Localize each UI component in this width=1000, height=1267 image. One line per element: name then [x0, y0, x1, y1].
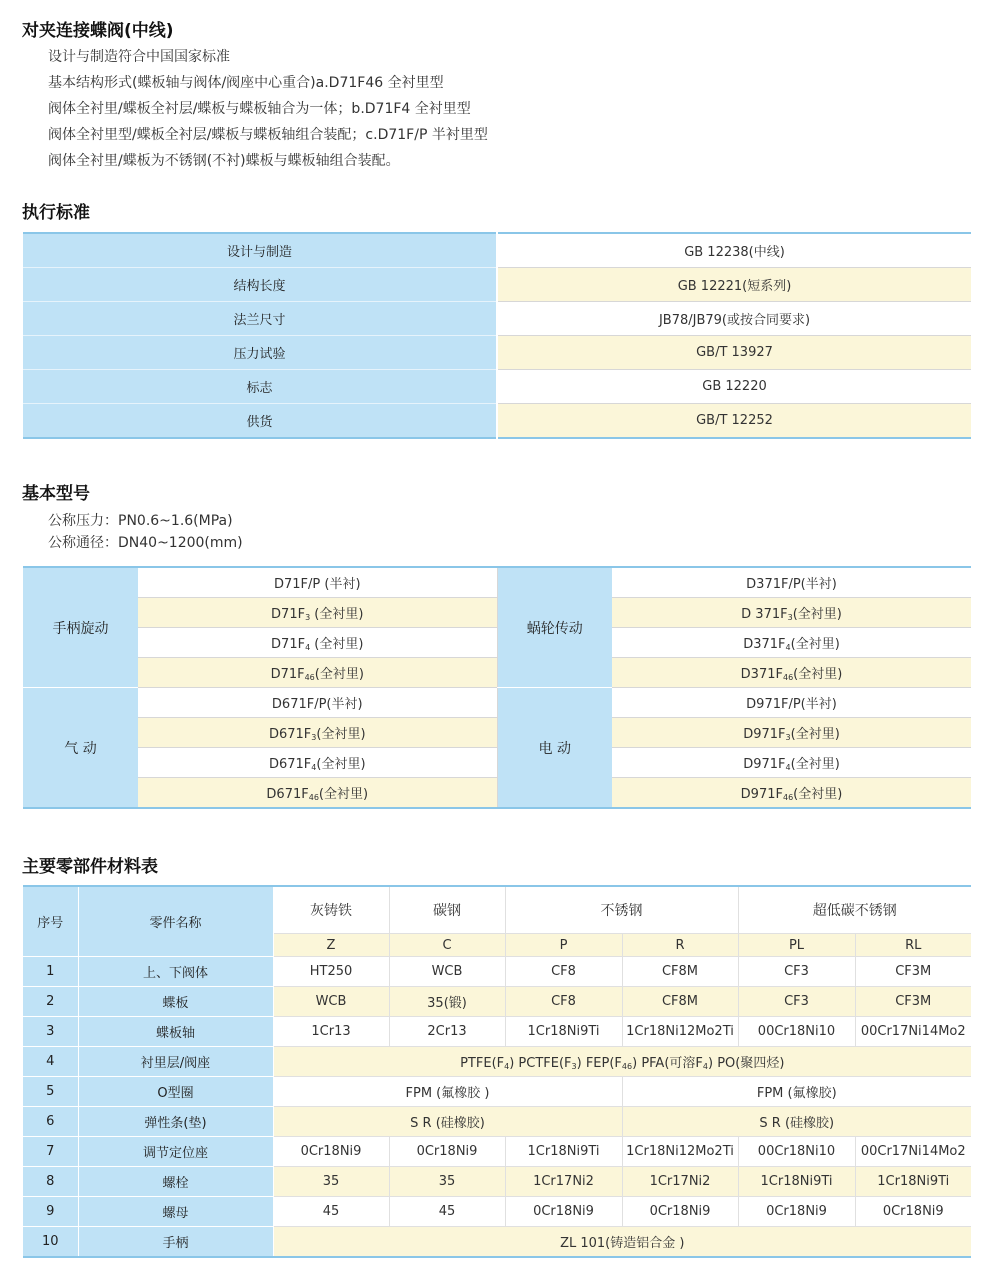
- table-row: [23, 370, 971, 404]
- table-row: [23, 1227, 971, 1258]
- material-cell: 1Cr13: [273, 1017, 389, 1047]
- model-cell: $D671F_4$(全衬里): [138, 748, 497, 778]
- table-row: [23, 1197, 971, 1227]
- material-cell: FPM (氟橡胶): [622, 1077, 971, 1107]
- material-cell: 1Cr18Ni9Ti: [505, 1017, 622, 1047]
- part-name: 上、下阀体: [78, 957, 273, 987]
- models-heading: 基本型号: [22, 484, 90, 504]
- material-code: RL: [855, 934, 971, 957]
- material-cell: 1Cr18Ni12Mo2Ti: [622, 1137, 738, 1167]
- model-cell: $D971F_4$(全衬里): [612, 748, 971, 778]
- material-header: 灰铸铁: [273, 886, 389, 934]
- material-cell: 00Cr17Ni14Mo2: [855, 1017, 971, 1047]
- material-cell: CF8M: [622, 987, 738, 1017]
- material-cell: 0Cr18Ni9: [622, 1197, 738, 1227]
- intro-line: 阀体全衬里/蝶板为不锈钢(不衬)蝶板与蝶板轴组合装配。: [48, 153, 400, 169]
- row-number: 6: [23, 1107, 78, 1137]
- material-cell: CF3M: [855, 957, 971, 987]
- material-cell: S R (硅橡胶): [273, 1107, 622, 1137]
- row-number: 10: [23, 1227, 78, 1258]
- table-row: [23, 688, 971, 718]
- table-row: [23, 987, 971, 1017]
- standard-label: 标志: [23, 370, 497, 404]
- row-number: 4: [23, 1047, 78, 1077]
- table-row: [23, 404, 971, 439]
- model-cell: $D371F_{46}$(全衬里): [612, 658, 971, 688]
- model-cell: $D71F_3$ (全衬里): [138, 598, 497, 628]
- part-name: 衬里层/阀座: [78, 1047, 273, 1077]
- intro-line: 设计与制造符合中国国家标准: [48, 49, 230, 65]
- material-cell: HT250: [273, 957, 389, 987]
- material-cell: CF8: [505, 987, 622, 1017]
- material-cell: CF3: [738, 957, 855, 987]
- material-cell: WCB: [273, 987, 389, 1017]
- part-name: 弹性条(垫): [78, 1107, 273, 1137]
- row-number: 8: [23, 1167, 78, 1197]
- material-code: PL: [738, 934, 855, 957]
- table-row: [23, 1137, 971, 1167]
- row-number: 5: [23, 1077, 78, 1107]
- row-number: 2: [23, 987, 78, 1017]
- material-cell: CF8: [505, 957, 622, 987]
- row-number: 3: [23, 1017, 78, 1047]
- row-number: 7: [23, 1137, 78, 1167]
- material-cell: S R (硅橡胶): [622, 1107, 971, 1137]
- material-cell: 1Cr17Ni2: [505, 1167, 622, 1197]
- col-header-no: 序号: [23, 886, 78, 957]
- material-cell: 45: [389, 1197, 505, 1227]
- material-header: 碳钢: [389, 886, 505, 934]
- table-row: [23, 1077, 971, 1107]
- model-cell: D971F/P(半衬): [612, 688, 971, 718]
- material-cell: FPM (氟橡胶 ): [273, 1077, 622, 1107]
- group-pneumatic: 气 动: [23, 688, 138, 809]
- standard-label: 供货: [23, 404, 497, 439]
- table-row: [23, 1017, 971, 1047]
- material-cell: 0Cr18Ni9: [855, 1197, 971, 1227]
- intro-line: 基本结构形式(蝶板轴与阀体/阀座中心重合)a.D71F46 全衬里型: [48, 75, 444, 91]
- model-cell: $D971F_3$(全衬里): [612, 718, 971, 748]
- intro-line: 阀体全衬里型/蝶板全衬层/蝶板与蝶板轴组合装配；c.D71F/P 半衬里型: [48, 127, 488, 143]
- row-number: 9: [23, 1197, 78, 1227]
- material-cell: 0Cr18Ni9: [273, 1137, 389, 1167]
- material-cell: 1Cr18Ni9Ti: [505, 1137, 622, 1167]
- materials-heading: 主要零部件材料表: [22, 857, 158, 877]
- standard-value: JB78/JB79(或按合同要求): [497, 302, 971, 336]
- model-cell: D $371F_3$(全衬里): [612, 598, 971, 628]
- material-cell: CF3: [738, 987, 855, 1017]
- group-worm: 蜗轮传动: [497, 567, 612, 688]
- table-row: [23, 1047, 971, 1077]
- group-handle: 手柄旋动: [23, 567, 138, 688]
- material-cell: 35: [389, 1167, 505, 1197]
- part-name: 蝶板轴: [78, 1017, 273, 1047]
- part-name: 螺母: [78, 1197, 273, 1227]
- standard-value: GB 12220: [497, 370, 971, 404]
- nominal-pressure: 公称压力：PN0.6~1.6(MPa): [48, 513, 233, 529]
- model-cell: D371F/P(半衬): [612, 567, 971, 598]
- standard-label: 设计与制造: [23, 233, 497, 268]
- group-electric: 电 动: [497, 688, 612, 809]
- standard-label: 法兰尺寸: [23, 302, 497, 336]
- material-cell: 0Cr18Ni9: [389, 1137, 505, 1167]
- material-cell: WCB: [389, 957, 505, 987]
- standard-value: GB 12221(短系列): [497, 268, 971, 302]
- lining-material-cell: $PTFE(F_4)$ $PCTFE(F_3)$ $FEP(F_{46})$ PFA(可溶$F_4$) PO(聚四烃): [273, 1047, 971, 1077]
- model-cell: $D671F_{46}$(全衬里): [138, 778, 497, 809]
- table-row: [23, 957, 971, 987]
- part-name: O型圈: [78, 1077, 273, 1107]
- material-cell: 45: [273, 1197, 389, 1227]
- table-row: [23, 1107, 971, 1137]
- material-cell: ZL 101(铸造铝合金 ): [273, 1227, 971, 1258]
- material-cell: 1Cr17Ni2: [622, 1167, 738, 1197]
- material-cell: 35(锻): [389, 987, 505, 1017]
- material-cell: 00Cr18Ni10: [738, 1017, 855, 1047]
- material-code: Z: [273, 934, 389, 957]
- standard-value: GB/T 13927: [497, 336, 971, 370]
- col-header-part-name: 零件名称: [78, 886, 273, 957]
- standard-value: GB 12238(中线): [497, 233, 971, 268]
- table-row: [23, 233, 971, 268]
- material-code: P: [505, 934, 622, 957]
- part-name: 蝶板: [78, 987, 273, 1017]
- material-cell: 35: [273, 1167, 389, 1197]
- part-name: 螺栓: [78, 1167, 273, 1197]
- table-row: [23, 886, 971, 934]
- nominal-diameter: 公称通径：DN40~1200(mm): [48, 535, 243, 551]
- model-cell: $D71F_4$ (全衬里): [138, 628, 497, 658]
- material-code: C: [389, 934, 505, 957]
- table-row: [23, 336, 971, 370]
- page-title: 对夹连接蝶阀(中线): [22, 21, 174, 41]
- model-cell: D671F/P(半衬): [138, 688, 497, 718]
- material-cell: 1Cr18Ni12Mo2Ti: [622, 1017, 738, 1047]
- material-cell: 1Cr18Ni9Ti: [738, 1167, 855, 1197]
- part-name: 手柄: [78, 1227, 273, 1258]
- standard-label: 结构长度: [23, 268, 497, 302]
- material-cell: 0Cr18Ni9: [738, 1197, 855, 1227]
- material-cell: CF8M: [622, 957, 738, 987]
- standards-table: [23, 232, 971, 439]
- standard-label: 压力试验: [23, 336, 497, 370]
- material-cell: 1Cr18Ni9Ti: [855, 1167, 971, 1197]
- model-cell: $D371F_4$(全衬里): [612, 628, 971, 658]
- material-cell: CF3M: [855, 987, 971, 1017]
- standards-heading: 执行标准: [22, 203, 90, 223]
- model-cell: $D671F_3$(全衬里): [138, 718, 497, 748]
- materials-table: [23, 885, 971, 1258]
- material-cell: 00Cr18Ni10: [738, 1137, 855, 1167]
- material-code: R: [622, 934, 738, 957]
- material-cell: 0Cr18Ni9: [505, 1197, 622, 1227]
- model-cell: $D71F_{46}$(全衬里): [138, 658, 497, 688]
- table-row: [23, 268, 971, 302]
- material-header: 不锈钢: [505, 886, 738, 934]
- model-cell: $D971F_{46}$(全衬里): [612, 778, 971, 809]
- table-row: [23, 302, 971, 336]
- table-row: [23, 1167, 971, 1197]
- part-name: 调节定位座: [78, 1137, 273, 1167]
- material-header: 超低碳不锈钢: [738, 886, 971, 934]
- table-row: [23, 567, 971, 598]
- standard-value: GB/T 12252: [497, 404, 971, 439]
- models-table: [23, 566, 971, 809]
- row-number: 1: [23, 957, 78, 987]
- material-cell: 00Cr17Ni14Mo2: [855, 1137, 971, 1167]
- intro-line: 阀体全衬里/蝶板全衬层/蝶板与蝶板轴合为一体；b.D71F4 全衬里型: [48, 101, 471, 117]
- model-cell: D71F/P (半衬): [138, 567, 497, 598]
- material-cell: 2Cr13: [389, 1017, 505, 1047]
